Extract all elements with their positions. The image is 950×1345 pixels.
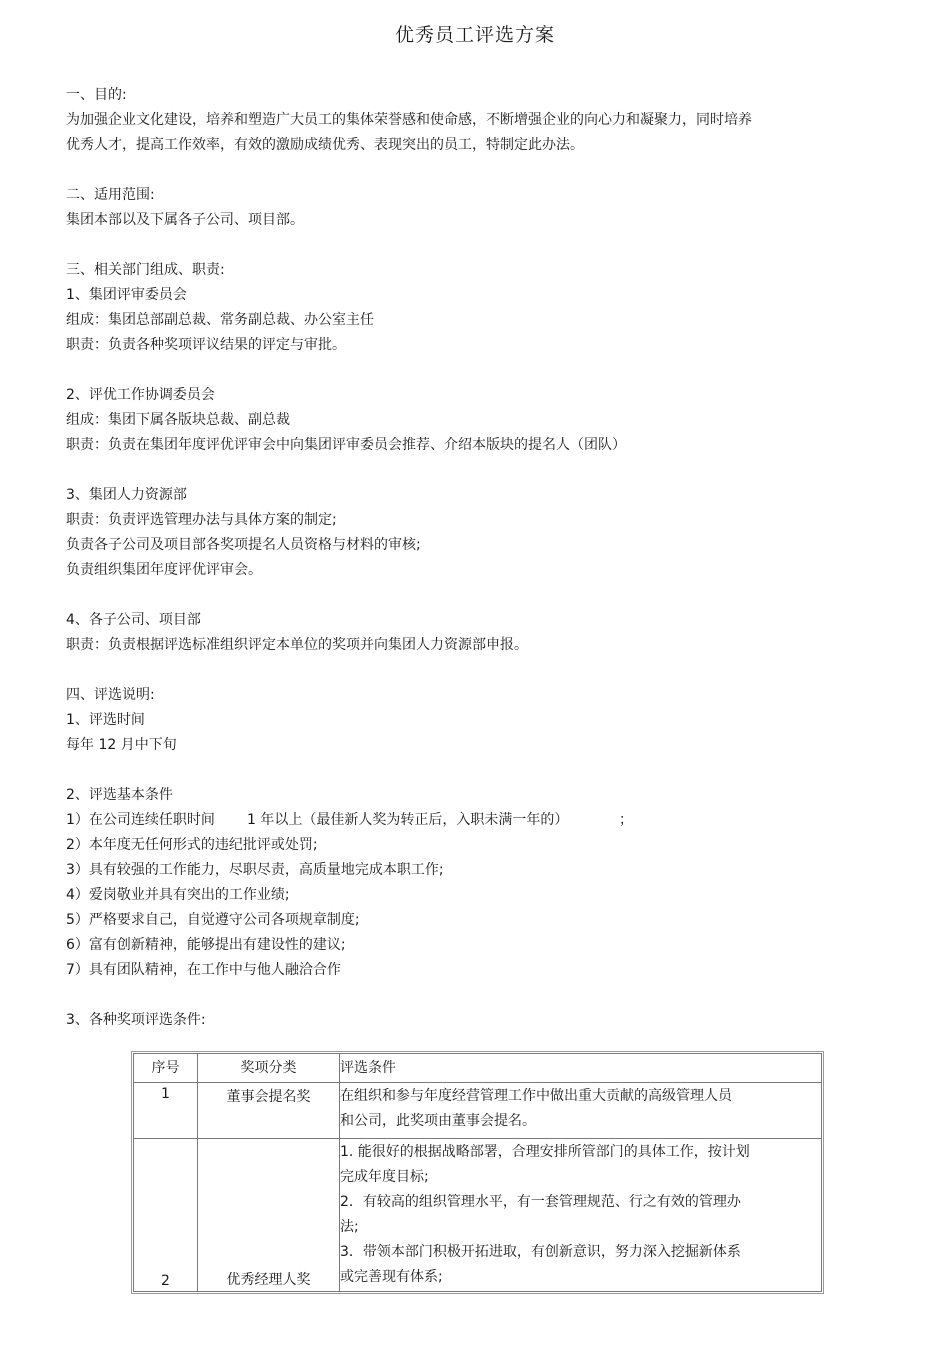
criteria-line: 在组织和参与年度经营管理工作中做出重大贡献的高级管理人员 <box>340 1088 732 1104</box>
basic-condition-5: 5）严格要求自己，自觉遵守公司各项规章制度; <box>66 912 360 928</box>
row-criteria <box>340 1083 822 1139</box>
basic-condition-7: 7）具有团队精神，在工作中与他人融洽合作 <box>66 962 341 978</box>
row-category: 董事会提名奖 <box>198 1083 340 1139</box>
row-number: 1 <box>134 1083 198 1139</box>
row-criteria <box>340 1139 822 1292</box>
dept-2-composition: 组成：集团下属各版块总裁、副总裁 <box>66 412 290 428</box>
scope-text: 集团本部以及下属各子公司、项目部。 <box>66 212 304 228</box>
dept-2-title: 2、评优工作协调委员会 <box>66 387 215 403</box>
basic-condition-1-part-b: 1 年以上（最佳新人奖为转正后，入职未满一年的） <box>247 812 569 828</box>
basic-condition-1 <box>66 808 826 833</box>
basic-condition-1-part-a: 1）在公司连续任职时间 <box>66 812 215 828</box>
basic-condition-3: 3）具有较强的工作能力，尽职尽责，高质量地完成本职工作; <box>66 862 444 878</box>
basic-condition-4: 4）爱岗敬业并具有突出的工作业绩; <box>66 887 290 903</box>
section-heading-purpose: 一、目的: <box>66 87 127 103</box>
criteria-line: 和公司，此奖项由董事会提名。 <box>340 1113 536 1129</box>
dept-3-duty-2: 负责各子公司及项目部各奖项提名人员资格与材料的审核; <box>66 537 421 553</box>
dept-2-duty: 职责：负责在集团年度评优评审会中向集团评审委员会推荐、介绍本版块的提名人（团队） <box>66 437 626 453</box>
basic-conditions-title: 2、评选基本条件 <box>66 787 173 803</box>
table-row <box>134 1139 822 1292</box>
dept-3-duty-1: 职责：负责评选管理办法与具体方案的制定; <box>66 512 337 528</box>
page-title: 优秀员工评选方案 <box>394 24 555 46</box>
dept-4-title: 4、各子公司、项目部 <box>66 612 201 628</box>
basic-condition-6: 6）富有创新精神，能够提出有建设性的建议; <box>66 937 346 953</box>
dept-1-composition: 组成：集团总部副总裁、常务副总裁、办公室主任 <box>66 312 374 328</box>
purpose-text-line-1: 为加强企业文化建设，培养和塑造广大员工的集体荣誉感和使命感，不断增强企业的向心力和凝聚力，同时培养 <box>66 112 752 128</box>
table-row <box>134 1083 822 1139</box>
dept-3-duty-3: 负责组织集团年度评优评审会。 <box>66 562 262 578</box>
dept-1-duty: 职责：负责各种奖项评议结果的评定与审批。 <box>66 337 346 353</box>
row-category: 优秀经理人奖 <box>198 1139 340 1292</box>
criteria-line: 1. 能很好的根据战略部署，合理安排所管部门的具体工作，按计划 <box>340 1144 750 1160</box>
criteria-line: 完成年度目标; <box>340 1169 429 1185</box>
criteria-line: 或完善现有体系; <box>340 1269 443 1285</box>
award-table-container <box>133 1053 822 1292</box>
section-heading-scope: 二、适用范围: <box>66 187 155 203</box>
header-criteria: 评选条件 <box>340 1054 822 1083</box>
selection-time-title: 1、评选时间 <box>66 712 145 728</box>
section-heading-departments: 三、相关部门组成、职责: <box>66 262 225 278</box>
dept-1-title: 1、集团评审委员会 <box>66 287 187 303</box>
dept-4-duty: 职责：负责根据评选标准组织评定本单位的奖项并向集团人力资源部申报。 <box>66 637 528 653</box>
criteria-line: 2．有较高的组织管理水平，有一套管理规范、行之有效的管理办 <box>340 1194 741 1210</box>
selection-time-text: 每年 12 月中下旬 <box>66 737 177 753</box>
row-number: 2 <box>134 1139 198 1292</box>
purpose-text-line-2: 优秀人才，提高工作效率，有效的激励成绩优秀、表现突出的员工，特制定此办法。 <box>66 137 584 153</box>
criteria-line: 法; <box>340 1219 359 1235</box>
header-category: 奖项分类 <box>198 1054 340 1083</box>
document-body <box>66 83 826 1033</box>
award-criteria-table <box>133 1053 822 1292</box>
basic-condition-1-part-c: ； <box>619 812 633 828</box>
basic-condition-2: 2）本年度无任何形式的违纪批评或处罚; <box>66 837 318 853</box>
award-conditions-title: 3、各种奖项评选条件: <box>66 1012 206 1028</box>
dept-3-title: 3、集团人力资源部 <box>66 487 187 503</box>
criteria-line: 3．带领本部门积极开拓进取，有创新意识，努力深入挖掘新体系 <box>340 1244 741 1260</box>
section-heading-selection: 四、评选说明: <box>66 687 155 703</box>
table-header-row <box>134 1054 822 1083</box>
header-number: 序号 <box>134 1054 198 1083</box>
